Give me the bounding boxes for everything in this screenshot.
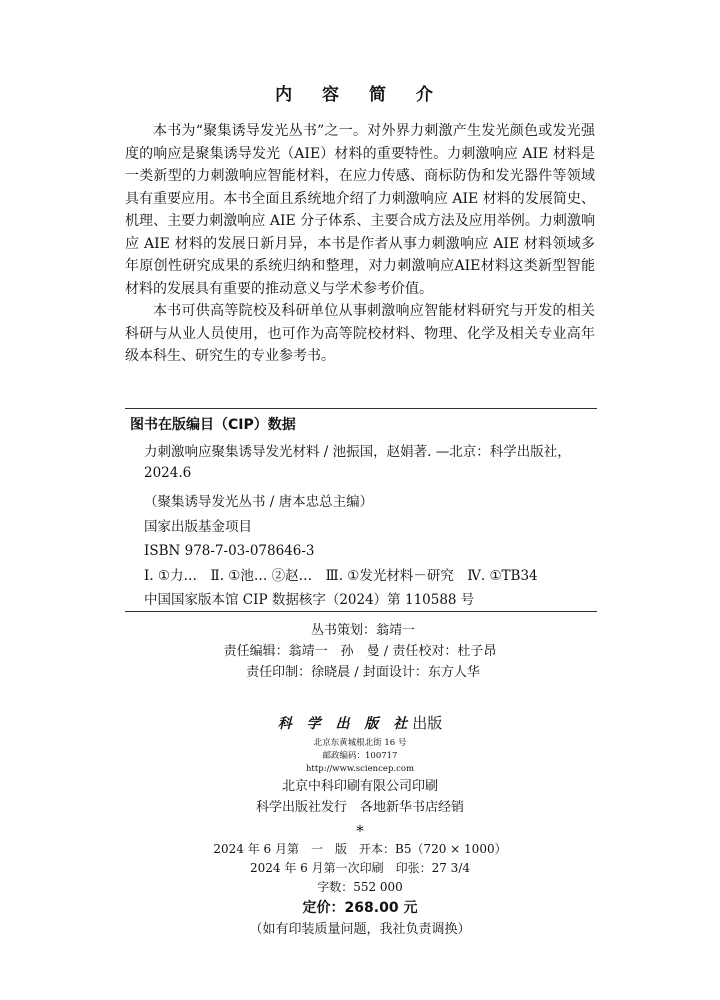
publisher-name bbox=[0, 712, 720, 733]
cip-isbn-line: ISBN 978-7-03-078646-3 bbox=[144, 543, 315, 559]
cip-record-number: 中国国家版本馆 CIP 数据核字（2024）第 110588 号 bbox=[144, 592, 475, 608]
cip-title-line-cont: 2024.6 bbox=[144, 465, 192, 481]
publisher-website: http://www.sciencep.com bbox=[305, 764, 415, 774]
content-summary bbox=[125, 120, 595, 368]
publisher-suffix: 出版 bbox=[412, 714, 443, 732]
publisher-postcode: 邮政编码：100717 bbox=[322, 751, 398, 761]
summary-paragraph-1: 本书为“聚集诱导发光丛书”之一。对外界力刺激产生发光颜色或发光强度的响应是聚集诱导发光（AIE）材料的重要特性。力刺激响应 AIE 材料是一类新型的力刺激响应智能材料，在应力传感、商标防伪和发光器件等领域具有重要应用。本书全面且系统地介绍了力刺激响应 AIE 材料的发展简史、机理、主要力刺激响应 AIE 分子体系、主要合成方法及应用举例。力刺激响应 AIE 材料的发展日新月异，本书是作者从事力刺激响应 AIE 材料领域多年原创性研究成果的系统归纳和整理，对力刺激响应AIE材料这类新型智能材料的发展具有重要的推动意义与学术参考价值。 bbox=[125, 123, 595, 297]
printing-and-cover-credits: 责任印制：徐晓晨 / 封面设计：东方人华 bbox=[246, 665, 480, 680]
word-count: 字数：552 000 bbox=[317, 880, 403, 894]
cip-fund-line: 国家出版基金项目 bbox=[144, 518, 252, 535]
page-title: 内 容 简 介 bbox=[275, 85, 445, 105]
publisher-block bbox=[0, 712, 720, 941]
publisher-logo-text: 科 学 出 版 社 bbox=[277, 716, 413, 732]
responsible-editors: 责任编辑：翁靖一 孙 曼 / 责任校对：杜子昂 bbox=[223, 644, 497, 659]
cip-data-block bbox=[144, 442, 594, 613]
distribution-line: 科学出版社发行 各地新华书店经销 bbox=[255, 800, 464, 815]
printer-line: 北京中科印刷有限公司印刷 bbox=[281, 779, 438, 794]
publisher-address: 北京东黄城根北街 16 号 bbox=[313, 738, 407, 748]
cip-divider-bottom bbox=[125, 611, 597, 612]
edition-line: 2024 年 6 月第 一 版 开本：B5（720 × 1000） bbox=[213, 842, 507, 856]
cip-classification-line: Ⅰ. ①力… Ⅱ. ①池… ②赵… Ⅲ. ①发光材料－研究 Ⅳ. ①TB34 bbox=[144, 567, 538, 584]
cip-divider-top bbox=[125, 408, 597, 409]
separator-star: * bbox=[356, 822, 364, 840]
cip-series-line: （聚集诱导发光丛书 / 唐本忠总主编） bbox=[144, 494, 374, 510]
printing-line: 2024 年 6 月第一次印刷 印张：27 3/4 bbox=[249, 861, 470, 875]
price: 定价：268.00 元 bbox=[302, 900, 418, 916]
series-planner: 丛书策划：翁靖一 bbox=[310, 623, 415, 638]
cip-title-line: 力刺激响应聚集诱导发光材料 / 池振国，赵娟著. —北京：科学出版社， bbox=[144, 444, 571, 460]
staff-credits bbox=[0, 620, 720, 683]
summary-paragraph-2: 本书可供高等院校及科研单位从事刺激响应智能材料研究与开发的相关科研与从业人员使用，也可作为高等院校材料、物理、化学及相关专业高年级本科生、研究生的专业参考书。 bbox=[125, 303, 595, 364]
quality-note: （如有印装质量问题，我社负责调换） bbox=[249, 922, 471, 937]
cip-heading: 图书在版编目（CIP）数据 bbox=[130, 417, 296, 433]
